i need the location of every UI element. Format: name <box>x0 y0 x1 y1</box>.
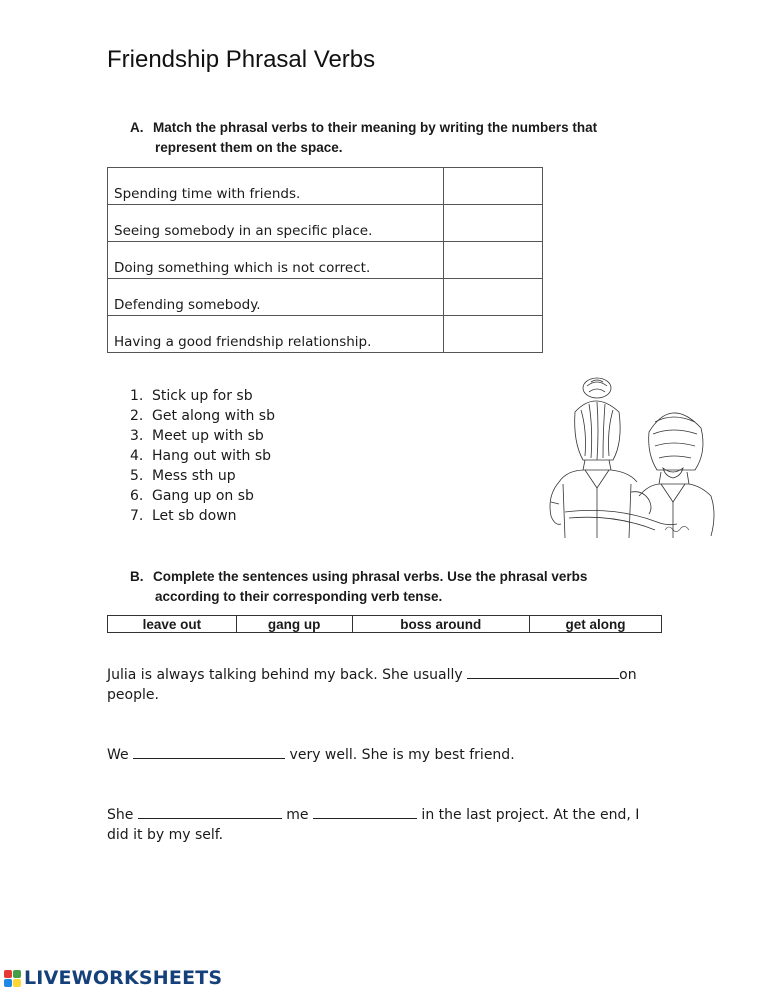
word-box-item: boss around <box>352 616 529 633</box>
word-box-item: gang up <box>236 616 352 633</box>
list-number: 7. <box>130 508 144 524</box>
list-number: 5. <box>130 468 144 484</box>
section-b-instruction-line1: Complete the sentences using phrasal verbs. Use the phrasal verbs <box>153 569 588 584</box>
friends-illustration <box>545 372 715 540</box>
word-box-item: get along <box>530 616 662 633</box>
page-title: Friendship Phrasal Verbs <box>107 46 376 73</box>
table-row <box>108 242 543 279</box>
meaning-cell <box>108 168 444 205</box>
blank-input[interactable] <box>313 804 417 819</box>
list-number: 2. <box>130 408 144 424</box>
right-girl-shoulders <box>639 484 711 496</box>
sentence-1 <box>107 664 667 705</box>
left-girl-neck <box>583 460 611 470</box>
list-text: Gang up on sb <box>152 488 254 504</box>
meaning-cell <box>108 242 444 279</box>
hand-on-shoulder <box>631 492 651 514</box>
sentence-text: people. <box>107 687 159 703</box>
list-item <box>130 406 275 426</box>
list-text: Get along with sb <box>152 408 275 424</box>
section-a-letter: A. <box>130 120 144 135</box>
table-row <box>108 205 543 242</box>
logo-square <box>4 970 12 978</box>
right-girl-arm <box>711 496 714 536</box>
blank-input[interactable] <box>467 664 619 679</box>
word-box <box>107 615 662 633</box>
list-number: 1. <box>130 388 144 404</box>
list-text: Mess sth up <box>152 468 236 484</box>
list-text: Meet up with sb <box>152 428 264 444</box>
list-number: 4. <box>130 448 144 464</box>
answer-input[interactable] <box>444 168 543 205</box>
left-girl-shoulders <box>559 470 637 482</box>
matching-table <box>107 167 543 353</box>
answer-input[interactable] <box>444 316 543 353</box>
meaning-cell <box>108 205 444 242</box>
left-hair-strands <box>581 402 613 460</box>
sentence-text: did it by my self. <box>107 827 224 843</box>
meaning-text: Defending somebody. <box>114 297 261 313</box>
sentence-text: She <box>107 807 138 823</box>
liveworksheets-logo[interactable] <box>4 966 222 990</box>
list-item <box>130 386 275 406</box>
section-a-instruction-line2: represent them on the space. <box>155 140 343 155</box>
list-item <box>130 506 275 526</box>
right-hair-braid <box>653 417 697 458</box>
list-number: 6. <box>130 488 144 504</box>
list-item <box>130 446 275 466</box>
logo-square <box>4 979 12 987</box>
logo-text: LIVEWORKSHEETS <box>24 967 223 989</box>
sentence-3 <box>107 804 667 845</box>
left-girl-collar <box>585 470 609 488</box>
answer-input[interactable] <box>444 242 543 279</box>
meaning-cell <box>108 279 444 316</box>
sentence-text: Julia is always talking behind my back. She usually <box>107 667 468 683</box>
meaning-cell <box>108 316 444 353</box>
meaning-text: Seeing somebody in an specific place. <box>114 223 373 239</box>
linked-arms <box>565 510 677 530</box>
sentence-text: very well. She is my best friend. <box>285 747 515 763</box>
table-row <box>108 279 543 316</box>
logo-mark-icon <box>4 970 21 987</box>
section-b-letter: B. <box>130 569 144 584</box>
section-a-heading <box>130 118 597 158</box>
meaning-text: Doing something which is not correct. <box>114 260 371 276</box>
answer-input[interactable] <box>444 279 543 316</box>
table-row <box>108 168 543 205</box>
sentence-text: We <box>107 747 134 763</box>
artist-signature <box>665 526 689 531</box>
right-girl-bun <box>663 468 683 478</box>
word-box-row <box>108 616 662 633</box>
list-text: Stick up for sb <box>152 388 253 404</box>
list-item <box>130 466 275 486</box>
table-row <box>108 316 543 353</box>
left-girl-arm <box>550 482 561 524</box>
list-item <box>130 486 275 506</box>
sentence-2 <box>107 744 667 765</box>
list-number: 3. <box>130 428 144 444</box>
section-b-heading <box>130 567 587 607</box>
blank-input[interactable] <box>133 744 285 759</box>
section-b-instruction-line2: according to their corresponding verb tense. <box>155 589 443 604</box>
blank-input[interactable] <box>138 804 282 819</box>
list-text: Hang out with sb <box>152 448 272 464</box>
list-item <box>130 426 275 446</box>
phrasal-verb-list <box>130 386 275 526</box>
left-girl-bun <box>583 378 611 398</box>
sentence-text: on <box>619 667 637 683</box>
sentence-text: me <box>281 807 313 823</box>
left-bun-lines <box>587 380 607 392</box>
meaning-text: Spending time with friends. <box>114 186 301 202</box>
list-text: Let sb down <box>152 508 237 524</box>
meaning-text: Having a good friendship relationship. <box>114 334 372 350</box>
logo-square <box>13 979 21 987</box>
sentence-text: in the last project. At the end, I <box>416 807 640 823</box>
logo-square <box>13 970 21 978</box>
answer-input[interactable] <box>444 205 543 242</box>
right-girl-collar <box>661 484 685 502</box>
word-box-item: leave out <box>108 616 237 633</box>
section-a-instruction-line1: Match the phrasal verbs to their meaning by writing the numbers that <box>153 120 598 135</box>
